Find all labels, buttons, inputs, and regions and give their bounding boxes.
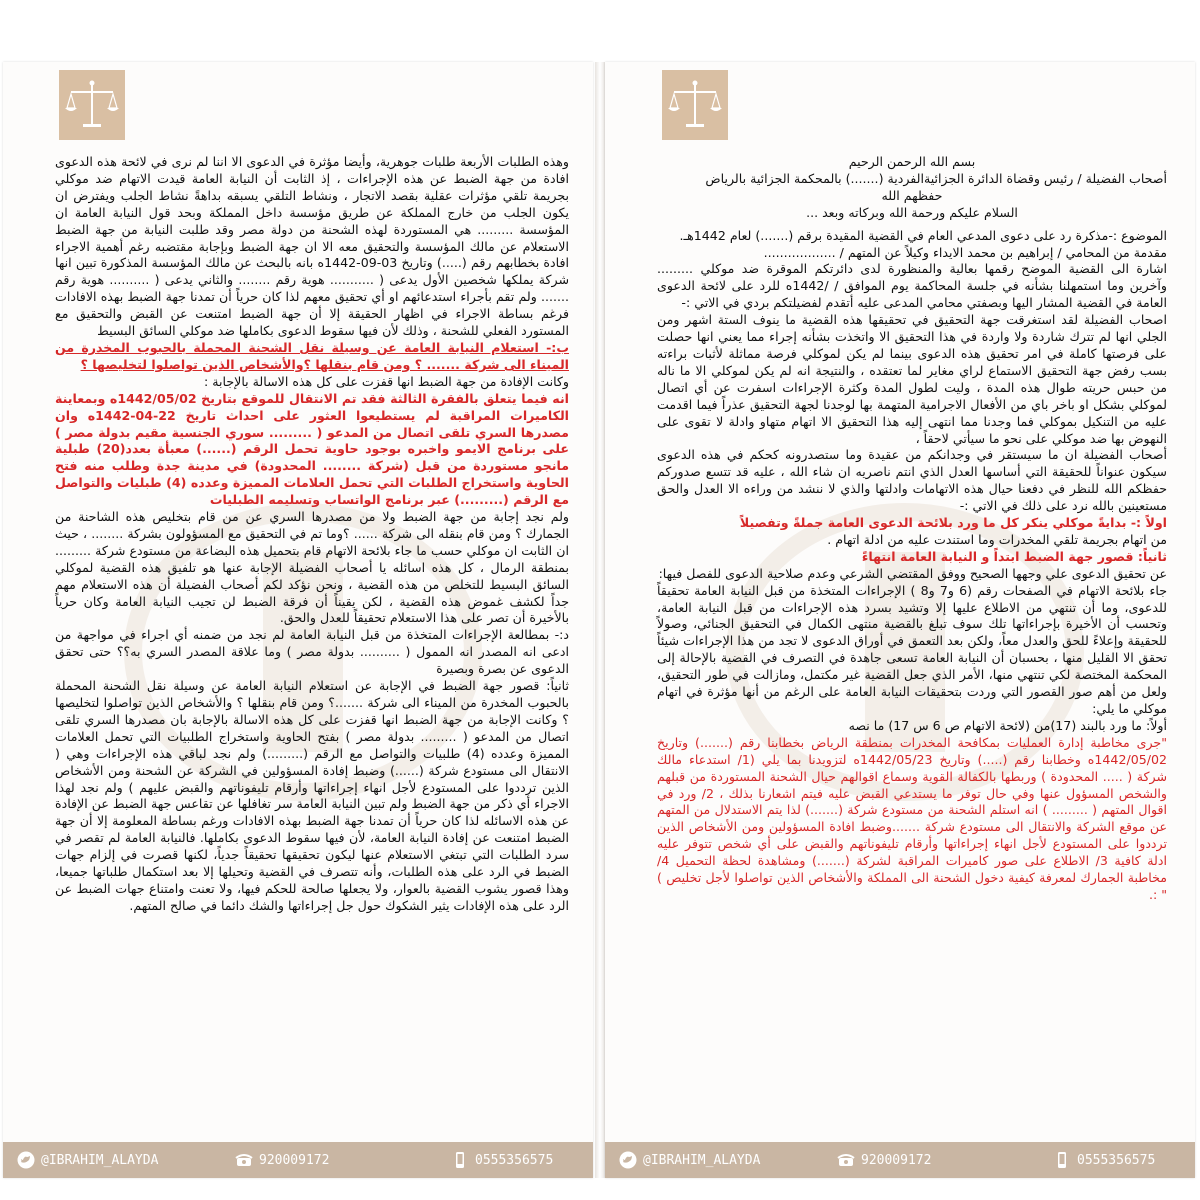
paragraph: اشارة الى القضية الموضح رقمها بعالية والمنظورة لدى دائرتكم الموقرة ضد موكلي ......... وآخرين وما استمهلنا بشأنه في جلسة المحاكمة يوم الموافق / /1442ه للرد على لائحة الدعوى العامة في القضية المشار اليها وبصفتي محامي المدعى عليه أتقدم لفضيلتكم بردي في الاتي :- — [657, 261, 1167, 311]
twitter-icon — [619, 1151, 637, 1169]
handle-text: @IBRAHIM_ALAYDA — [41, 1152, 159, 1168]
page-left — [3, 62, 593, 1178]
handle-text: @IBRAHIM_ALAYDA — [643, 1152, 761, 1168]
basmala: بسم الله الرحمن الرحيم — [848, 154, 976, 169]
quoted-response: انه فيما يتعلق بالفقرة الثالثة فقد تم الانتقال للموقع بتاريخ 1442/05/02ه وبمعاينة الكاميرات المراقبة لم يستطيعوا العثور على احداث تاريخ 22-04-1442ه وان مصدرها السري تلقى اتصال من المدعو ( ......... سوري الجنسية مقيم بدولة مصر ) على برنامج الايمو واخبره بوجود حاوية تحمل الرقم (......) معبأة بعدد(20) طبلية مانجو مستوردة من قبل (شركة ........ المحدودة) في مدينة جدة وطلب منه فتح الحاوية واستخراج الطلبات التي تحمل العلامات المميزة وعدده (4) طبليات والتواصل مع الرقم (.........) عبر برنامج الواتساب وتسليمه الطبليات — [55, 390, 570, 508]
telephone-icon — [235, 1151, 253, 1169]
paragraph: وهذه الطلبات الأربعة طلبات جوهرية، وأيضا مؤثرة في الدعوى الا اننا لم نرى في لائحة هذه الدعوى افادة من جهة الضبط عن هذه الإجراءات ، إذ الثابت أن النيابة العامة قيدت الاتهام ضد موكلي بجريمة تلقي مؤثرات عقلية بقصد الاتجار ، ونشاط التلقي يسبقه بداهةً نشاط الجلب ويفترض ان يكون الجلب من خارج المملكة عن طريق مؤسسة داخل المملكة وبحد قول النيابة العامة ان المؤسسة ......... هي المستوردة لهذه الشحنة من دولة مصر وقد طلبت النيابة من جهة الضبط الاستعلام عن مالك المؤسسة والتحقيق معه الا ان جهة الضبط وبإجابة مقتضبه رغم أهمية الاجراء افادة بخطابهم رقم (.....) وتاريخ 03-09-1442ه بانه بالبحث عن مالك المؤسسة المذكورة تبين انها شركة يملكها شخصين الأول يدعى ( ........... هوية رقم ........ والثاني يدعى ( .......... هوية رقم ....... ولم تقم بأجراء استدعائهم او أي تحقيق معهم لذا كان حرياً أن تمدنا جهة الضبط بهذه الافادات فرغم بساطة الاجراء في اظهار الحقيقة إلا أن جهة الضبط امتنعت عن القبض والتحقيق مع المستورد الفعلي للشحنة ، وذلك لأن فيها سقوط الدعوى بكاملها ضد موكلي السائق البسيط — [55, 154, 569, 339]
logo-scales-icon — [59, 70, 125, 140]
subject-line: الموضوع :-مذكرة رد على دعوى المدعي العام في القضية المقيدة برقم (.......) لعام 1442هـ. — [679, 227, 1167, 243]
quoted-indictment: "جرى مخاطبة إدارة العمليات بمكافحة المخدرات بمنطقة الرياض بخطابنا رقم (.......) وتاريخ 1442/05/02ه وخطابنا رقم (.....) وتاريخ 1442/05/23ه لتزويدنا بما يلي (1/ استدعاء مالك شركة ( ..... المحدودة ) وربطها بالكفالة القوية وسماع اقوالهم حيال الشحنة المستوردة من قبلهم والشخص المسؤول عنها وفي حال توفر ما يستدعي القبض عليه فيتم اشعارنا بذلك ، 2/ ورد في اقوال المتهم ( ......... ) انه استلم الشحنة من مستودع شركة (.......) لذا يتم الاستدلال من المتهم عن موقع الشركة والانتقال الى مستودع شركة .......وضبط افادة المسؤولين ومن الأشخاص الذين ترددوا على المستودع لأجل انهاء إجراءاتها وأرقام تليفوناتهم والقبض على أي شخص تتوفر عليه ادلة كافية 3/ الاطلاع على صور كاميرات المراقبة لشركة (.......) ومشاهدة لحظة التحميل 4/ مخاطبة الجمارك لمعرفة كيفية دخول الشحنة الى المملكة والأشخاص الذين تواصلوا لأجل تخليص ) " :. — [657, 734, 1168, 902]
mobile-number[interactable] — [451, 1151, 553, 1169]
presented-by: مقدمة من المحامي / إبراهيم بن محمد الايداء وكيلاً عن المتهم / .................. — [763, 244, 1167, 260]
paragraph: ثانياً: قصور جهة الضبط في الإجابة عن استعلام النيابة العامة عن وسيلة نقل الشحنة المحملة بالحبوب المخدرة من الميناء الى شركة .......؟ ومن قام بنقلها ؟ والأشخاص الذين تواصلوا لتخليصها ؟ وكانت الإجابة من جهة الضبط انها قفزت على كل هذه الاسالة بالإجابة بان مصدرها السري تلقى اتصال من المدعو ( ......... بدولة مصر ) بفتح الحاوية واستخراج الطلبيات التي تحمل العلامات المميزة وعدده (4) طلبيات والتواصل مع الرقم (.........) ولم نجد لباقي هذه الإجراءات وهي ( الانتقال الى مستودع شركة (......) وضبط إفادة المسؤولين في الشركة عن الشحنة ومن الأشخاص الذين ترددوا على المستودع لأجل انهاء إجراءاتها وأرقام تليفوناتهم والقبض عليهم ) ولم نجد لهذا الاجراء أي ذكر من جهة الضبط ولم تبين النيابة العامة سر تغافلها عن تقاعس جهة الضبط عن الإفادة عن هذه الاسائله لذا كان حرياً أن تمدنا جهة الضبط بهذه الافادات ورغم بساطة المعلومة إلا أن جهة الضبط امتنعت عن إفادة النيابة العامة، لأن فيها سقوط الدعوى بكاملها. فالنيابة العامة لم تقصر في سرد الطلبات التي تبتغي الاستعلام عنها ليكون تحقيقها تحقيقاً جدياً، لكنها قصرت في إلزام جهات الضبط في الرد على هذه الطلبات، وأنه تتصرف في القضية وتحيلها إلا بعد استكمال طلباتها جميعا، وهذا قصور يشوب القضية بالعوار، ولا يجعلها صالحة للحكم فيها، ولا تعنت وامتناع جهات الضبط عن الرد على هذه الإفادات يثير الشكوك حول جل إجراءاتها والشك دائما في صالح المتهم. — [55, 678, 569, 913]
phone-text: 920009172 — [259, 1152, 330, 1168]
paragraph: وكانت الإفادة من جهة الضبط انها قفزت على كل هذه الاسالة بالإجابة : — [204, 373, 569, 389]
book-gutter — [595, 62, 605, 1178]
phone-number[interactable] — [837, 1151, 931, 1169]
paragraph: عن تحقيق الدعوى علي وجهها الصحيح ووفق المقتضي الشرعي وعدم صلاحية الدعوى للفصل فيها: — [658, 565, 1167, 581]
paragraph: ولم نجد إجابة من جهة الضبط ولا من مصدرها السري عن من قام بتخليص هذه الشاحنة من الجمارك ؟ ومن قام بنقله الى شركة ...... ؟وما تم في التحقيق مع المسؤولون بشركة ........ ، حيث ان الثابت ان موكلي حسب ما جاء بلائحة الاتهام قام بتحميل هذه البضاعة من مستودع شركة ......... بمنطقة الرمال ، كل هذه اسائله يا أصحاب الفضيلة الإجابة عنها هو تلفيق هذه القضية لموكلي السائق البسيط للتخلص من هذه القضية ، ونحن نؤكد لكم أصحاب الفضيلة أن هذه الاستعلام مهم جداً لكشف غموض هذه القضية ، لكن يقيناً أن فرقة الضبط لن تجيب النيابة العامة وكان حرياً بالأخيرة أن تصر على هذا الاستعلام تحقيقاً للعدل والحق. — [55, 509, 569, 626]
blessing: حفظهم الله — [881, 187, 943, 203]
point-two-heading: ثانياً: قصور جهة الضبط ابتداً و النيابة العامة انتهاءً — [861, 548, 1167, 564]
salutation: السلام عليكم ورحمة الله وبركاته وبعد ... — [806, 204, 1018, 220]
twitter-icon — [17, 1151, 35, 1169]
mobile-text: 0555356575 — [475, 1152, 554, 1168]
mobile-number[interactable] — [1053, 1151, 1155, 1169]
paragraph: د:- بمطالعة الإجراءات المتخذة من قبل النيابة العامة لم نجد من ضمنه أي اجراء في مواجهة من ادعى انه المصدر انه الممول ( .......... بدولة مصر ) وما علاقة المصدر السري به؟؟ حتى تحقق الدعوى عن بصرة وبصيرة — [55, 627, 569, 677]
paragraph: أولاً: ما ورد بالبند (17)من (لائحة الاتهام ص 6 س 17) ما نصه — [848, 717, 1167, 733]
paragraph: أصحاب الفضيلة ان ما سيستقر في وجدانكم من عقيدة وما ستصدرونه كحكم في هذه الدعوى سيكون عنواناً للحقيقة التي أساسها العدل الذي انتم ناصريه ان شاء الله ، عليه قد تتسع صدوركم حفظكم الله للنظر في دفعنا حيال هذه الاتهامات وادلتها والذي لا ننشد من وراءه الا العدل والحق مستعينين بالله نرد على ذلك في الاتي :- — [657, 447, 1167, 514]
page-footer — [3, 1142, 593, 1178]
paragraph: من اتهام بجريمة تلقي المخدرات وما استندت عليه من ادلة اتهام . — [827, 531, 1167, 547]
paragraph: اصحاب الفضيلة لقد استغرقت جهة التحقيق في تحقيقها هذه القضية ما ينوف الستة اشهر ومن الجلي انها لم تترك شاردة ولا واردة في هذا التحقيق الا واتخذت بشأنه إجراء مما يعني انها حصلت على فرصتها كاملة في امر تحقيق هذه الدعوى بينما لم يكن لموكلي فرصة مماثلة لأثبات براءته بسب رفض جهة التحقيق الاستماع لراي مغاير لما تعتقده ، والنتيجة انه لم يكن لموكلي الا ما ناله من حبس حريته طوال هذه المدة ، وليت لطول المدة وكثرة الإجراءات اسفرت عن أي اتصال لموكلي بشكل او باخر باي من الأفعال الاجرامية المتهمة بها لوجدنا لجهة التحقيق عذراً فيما اقدمت عليه من التنكيل بموكلي فما وجدنا مما انتهى إليه هذا التحقيق الا اتهام متهاو وادلة لا تقوى على النهوض بها ضد موكلي على نحو ما سيأتي لاحقاً ، — [657, 312, 1167, 446]
right-page-body — [657, 154, 1167, 904]
mobile-phone-icon — [451, 1151, 469, 1169]
page-right — [605, 62, 1195, 1178]
twitter-handle[interactable] — [619, 1151, 760, 1169]
page-footer — [605, 1142, 1195, 1178]
phone-text: 920009172 — [861, 1152, 932, 1168]
mobile-text: 0555356575 — [1077, 1152, 1156, 1168]
addressee: أصحاب الفضيلة / رئيس وقضاة الدائرة الجزائيةالفردية (.......) بالمحكمة الجزائية بالرياض — [705, 170, 1167, 186]
section-heading: ب:- استعلام النيابة العامة عن وسيلة نقل الشحنة المحملة بالحبوب المخدرة من الميناء الى شركة ....... ؟ ومن قام بنقلها ؟والأشخاص الذين تواصلوا لتخليصها ؟ — [55, 339, 569, 372]
mobile-phone-icon — [1053, 1151, 1071, 1169]
paragraph: جاء بلائحة الاتهام في الصفحات رقم (6 و7 و8 ) الإجراءات المتخذة من قبل النيابة العامة تحقيقاً للدعوى، وما أن تنتهي من الاطلاع عليها إلا وتشيد بسرد هذه الإجراءات من قبل النيابة العامة، وتحسب أن الأخيرة بإجراءاتها تلك سوف تبلغ بالقضية منتهى الكمال في التحقيق الجنائي، وصولاً للحقيقة وإعلاءً للحق والعدل معاً، ولكن بعد التعمق في أوراق الدعوى لا تجد من هذا الإجراءات شيئاً تحقق الا القليل منها ، بحسبان أن النيابة العامة تسعى جاهدة في التصرف في القضية بالإحالة إلى المحكمة المختصة لكي تنتهي منها، الأمر الذي جعل القضية غير مكتمل، ومازالت في طور التحقيق، ولعل من أهم صور القصور التي وردت بتحقيقات النيابة العامة على الرغم من أنها مؤثرة في اتهام موكلي ما يلي: — [657, 582, 1167, 716]
left-page-body — [55, 154, 569, 915]
point-one-heading: اولاً :- بدايةً موكلي ينكر كل ما ورد بلائحة الدعوى العامة جملةً وتفصيلاً — [739, 515, 1167, 531]
phone-number[interactable] — [235, 1151, 329, 1169]
logo-scales-icon — [662, 70, 728, 140]
telephone-icon — [837, 1151, 855, 1169]
twitter-handle[interactable] — [17, 1151, 158, 1169]
